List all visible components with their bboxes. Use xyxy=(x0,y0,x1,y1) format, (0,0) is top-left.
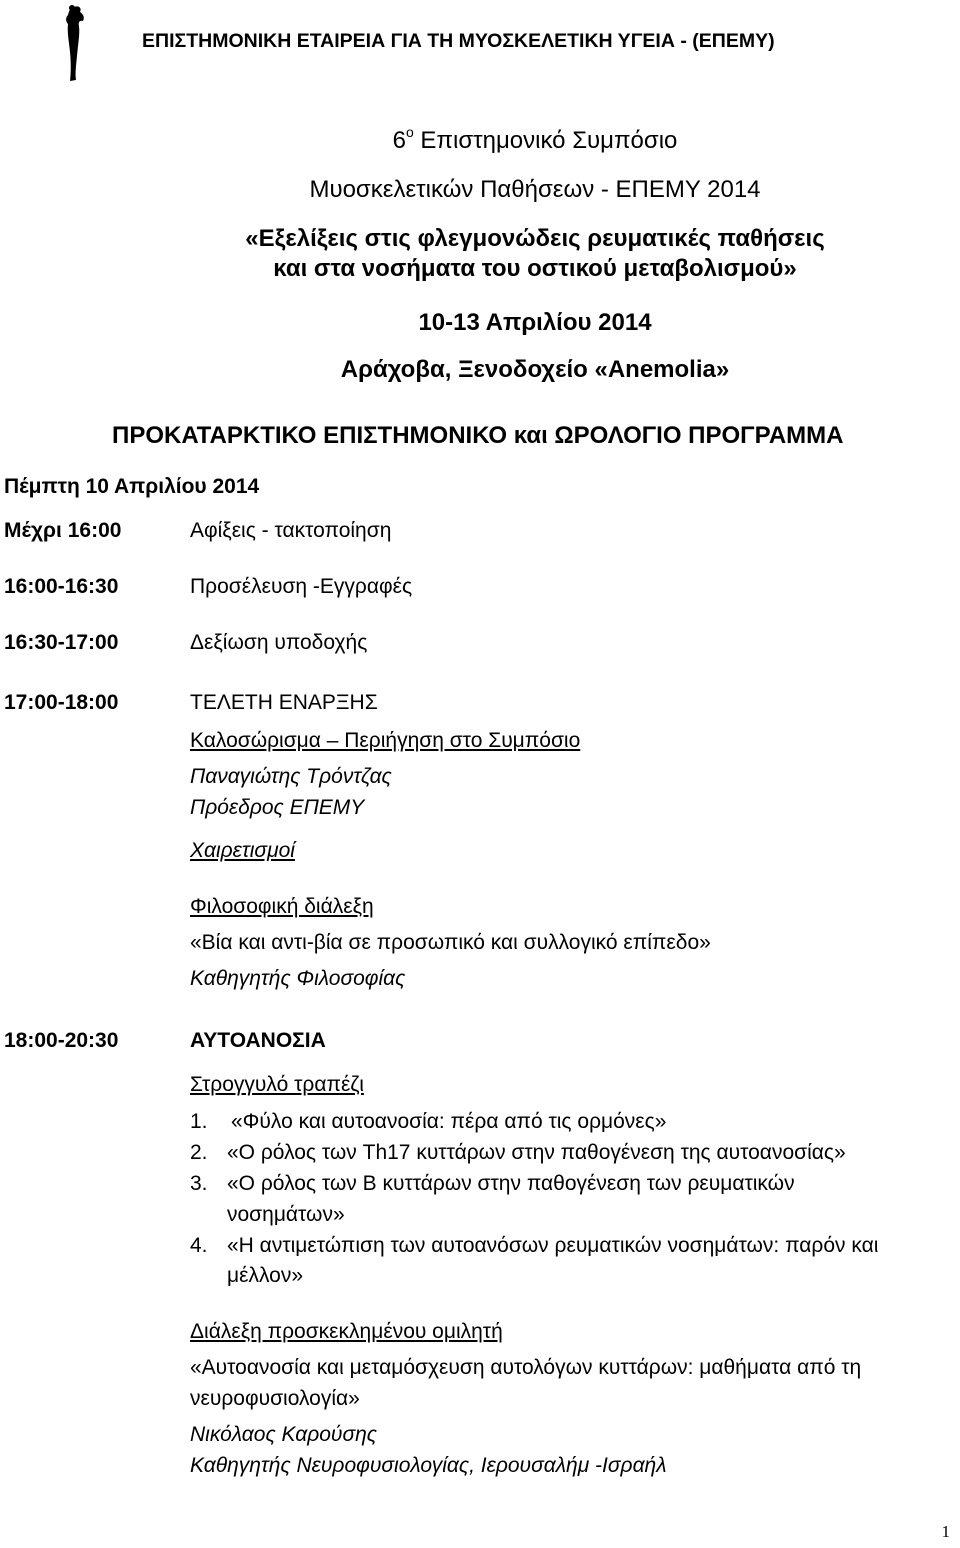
invited-lecture-label: Διάλεξη προσκεκλημένου ομιλητή xyxy=(190,1320,503,1343)
slot-time: 16:30-17:00 xyxy=(4,631,119,654)
list-number: 2. xyxy=(190,1141,208,1164)
list-number: 3. xyxy=(190,1172,208,1195)
ordinal-superscript: ο xyxy=(405,124,414,140)
list-item xyxy=(190,1172,795,1196)
symposium-title-text: Επιστημονικό Συμπόσιο xyxy=(420,127,678,154)
list-number: 4. xyxy=(190,1234,208,1257)
list-text: «Φύλο και αυτοανοσία: πέρα από τις ορμόνες» xyxy=(231,1110,667,1133)
list-text-continued: νοσημάτων» xyxy=(227,1203,345,1226)
round-table-heading: Στρογγυλό τραπέζι xyxy=(190,1073,364,1096)
lecture-label: Φιλοσοφική διάλεξη xyxy=(190,895,374,918)
list-text: «Ο ρόλος των Β κυττάρων στην παθογένεση των ρευματικών xyxy=(227,1172,795,1195)
invited-speaker-name: Νικόλαος Καρούσης xyxy=(190,1423,378,1446)
event-venue: Αράχοβα, Ξενοδοχείο «Anemolia» xyxy=(340,356,730,383)
symposium-subtitle: Μυοσκελετικών Παθήσεων - ΕΠΕΜΥ 2014 xyxy=(309,176,761,203)
list-text: «Ο ρόλος των Th17 κυττάρων στην παθογένεση της αυτοανοσίας» xyxy=(227,1141,846,1164)
list-item xyxy=(190,1110,667,1134)
opening-ceremony-title: ΤΕΛΕΤΗ ΕΝΑΡΞΗΣ xyxy=(190,691,378,714)
page-number: 1 xyxy=(941,1522,950,1541)
theme-line-2: και στα νοσήματα του οστικού μεταβολισμού» xyxy=(273,255,797,282)
lecture-title: «Βία και αντι-βία σε προσωπικό και συλλογικό επίπεδο» xyxy=(190,931,711,954)
slot-text: Αφίξεις - τακτοποίηση xyxy=(190,519,392,542)
slot-time: 17:00-18:00 xyxy=(4,691,119,714)
list-number: 1. xyxy=(190,1110,208,1133)
slot-time: Μέχρι 16:00 xyxy=(4,519,122,542)
list-item xyxy=(190,1141,846,1165)
slot-time: 18:00-20:30 xyxy=(4,1029,119,1052)
list-text-continued: μέλλον» xyxy=(227,1264,304,1287)
invited-lecture-title-continued: νευροφυσιολογία» xyxy=(190,1387,360,1410)
invited-speaker-affiliation: Καθηγητής Νευροφυσιολογίας, Ιερουσαλήμ -Ισραήλ xyxy=(190,1454,667,1477)
invited-lecture-title: «Αυτοανοσία και μεταμόσχευση αυτολόγων κυττάρων: μαθήματα από τη xyxy=(190,1356,862,1379)
symposium-number: 6 xyxy=(392,127,406,154)
organization-name: ΕΠΙΣΤΗΜΟΝΙΚΗ ΕΤΑΙΡΕΙΑ ΓΙΑ ΤΗ ΜΥΟΣΚΕΛΕΤΙΚΗ ΥΓΕΙΑ - (ΕΠΕΜΥ) xyxy=(142,30,775,52)
slot-text: Δεξίωση υποδοχής xyxy=(190,631,368,654)
program-title: ΠΡΟΚΑΤΑΡΚΤΙΚΟ ΕΠΙΣΤΗΜΟΝΙΚΟ και ΩΡΟΛΟΓΙΟ ΠΡΟΓΡΑΜΜΑ xyxy=(112,422,844,449)
theme-line-1: «Εξελίξεις στις φλεγμονώδεις ρευματικές παθήσεις xyxy=(245,225,825,252)
autoimmunity-title: ΑΥΤΟΑΝΟΣΙΑ xyxy=(190,1029,326,1052)
event-dates: 10-13 Απριλίου 2014 xyxy=(418,309,652,336)
welcome-heading: Καλοσώρισμα – Περιήγηση στο Συμπόσιο xyxy=(190,729,581,752)
slot-text: Προσέλευση -Εγγραφές xyxy=(190,575,413,598)
society-logo xyxy=(52,4,98,84)
day-heading: Πέμπτη 10 Απριλίου 2014 xyxy=(4,475,260,498)
speaker-name: Παναγιώτης Τρόντζας xyxy=(190,765,392,788)
list-item xyxy=(190,1234,879,1258)
symposium-title xyxy=(0,124,960,155)
slot-time: 16:00-16:30 xyxy=(4,575,119,598)
list-text: «Η αντιμετώπιση των αυτοανόσων ρευματικών νοσημάτων: παρόν και xyxy=(227,1234,879,1257)
lecture-speaker: Καθηγητής Φιλοσοφίας xyxy=(190,967,406,990)
greetings-heading: Χαιρετισμοί xyxy=(190,839,295,862)
speaker-role: Πρόεδρος ΕΠΕΜΥ xyxy=(190,796,365,819)
